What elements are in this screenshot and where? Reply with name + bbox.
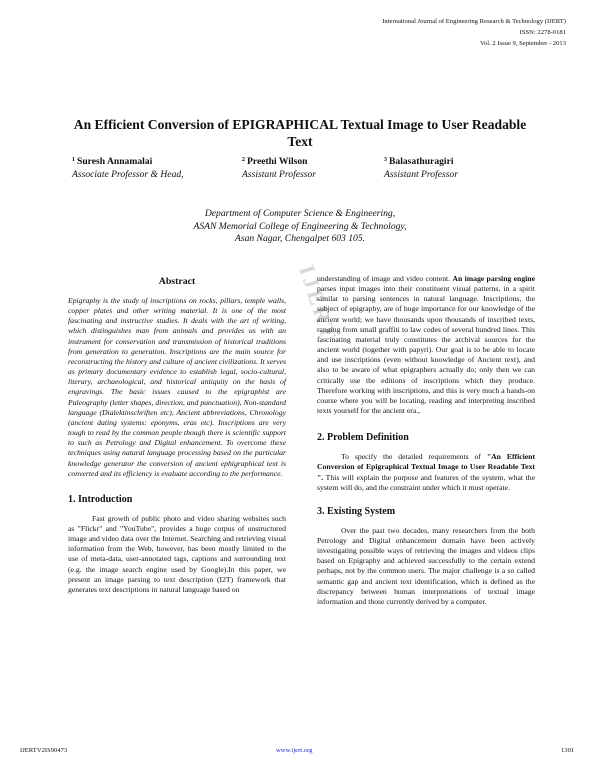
abstract-text: Epigraphy is the study of inscriptions on rocks, pillars, temple walls, copper plates and other writing material. It is one of the most fascinating and instructive studies. It deals with the art of writing, which distinguishes man from animals and provides us with an instrument for conservation and transmission of historical traditions from generation to generation. Inscriptions are the main source for reconstructing the history and culture of ancient civilizations. It serves as primary documentary evidence to establish legal, socio-cultural, literary, archaeological, and historical antiquity on the basis of engravings. The basic issues caused to the epigraphist are Paleography (letter shapes, direction, and punctuation), Non-standard language (Dialektinschriften etc), Ancient abbreviations, Chronology (ancient dating systems: eponyms, eras etc). Inscriptions are very tough to read by the common people though there is scientific support to such as Petrology and Digital enhancement. To overcome these techniques using natural language processing based on the particular knowledge generator the conversion of ancient ephigraphical text is converted and its efficiency is evaluate according to the performance. <box>68 296 286 478</box>
affiliation <box>100 208 500 246</box>
footer-page-number: 1301 <box>561 747 575 754</box>
author-name: Preethi Wilson <box>247 156 308 167</box>
author-role: Assistant Professor <box>242 169 317 180</box>
author-sup: 2 <box>242 157 245 163</box>
problem-bold: "An Efficient Conversion of Epigraphical Textual Image to User Readable Text ". <box>317 452 536 482</box>
footer-url[interactable]: www.ijert.org <box>276 747 313 754</box>
volume-issue: Vol. 2 Issue 9, September - 2013 <box>480 40 566 47</box>
author-role: Associate Professor & Head, <box>72 169 184 180</box>
paper-title: An Efficient Conversion of EPIGRAPHICAL Textual Image to User Readable Text <box>73 117 527 149</box>
author-name: Suresh Annamalai <box>77 156 153 167</box>
intro-continued-text <box>317 274 535 416</box>
right-column <box>317 274 535 607</box>
affiliation-dept: Department of Computer Science & Engineering, <box>204 208 396 219</box>
affiliation-college: ASAN Memorial College of Engineering & Technology, <box>193 220 407 232</box>
author-name: Balasathuragiri <box>389 156 454 167</box>
watermark: IJERT <box>294 262 343 345</box>
problem-pre: To specify the detailed requirements of <box>341 452 481 462</box>
intro-continued-pre: understanding of image and video content. <box>317 274 451 283</box>
abstract-heading: Abstract <box>158 276 196 287</box>
intro-continued-bold: An image parsing engine <box>452 274 535 283</box>
introduction-heading: 1. Introduction <box>68 493 133 505</box>
author-sup: 1 <box>72 157 75 163</box>
journal-name: International Journal of Engineering Research & Technology (IJERT) <box>382 18 566 25</box>
introduction-text: Fast growth of public photo and video sharing websites such as "Flickr" and "YouTube", provides a huge corpus of unstructured image and video data over the Internet. Searching and retrieving visual information from the Web, however, has been mostly limited to the use of meta-data, user-annotated tags, captions and surrounding text (e.g. the image search engine used by Google).In this paper, we present an image parsing to text description (I2T) framework that generates text descriptions in natural language based on <box>68 513 286 594</box>
author-1 <box>72 155 184 181</box>
existing-text: Over the past two decades, many researchers from the both Petrology and Digital enhancement domain have been actively investigating possible ways of retrieving the images and videos clips based on Epigraphy and achieved successfully to the certain extend perhaps, not by the common users. The major challenge is a so called semantic gap and ancient text identification, which is defined as the discrepancy between human interpretations of textual image information and those currently derived by a computer. <box>317 525 535 606</box>
author-2 <box>242 155 316 181</box>
author-sup: 3 <box>384 157 387 163</box>
left-column <box>68 276 286 595</box>
intro-continued-post: parses input images into their constituent visual patterns, in a spirit similar to parsing sentences in natural language. Inscriptions, the subject of epigraphy, are of huge importance for our knowledge of the ancient world; we have thousands upon thousands of inscribed texts, ranging from small graffiti to law codes of several hundred lines. This fascinating material truly constitutes the archival sources for the ancient world (together with papyri). Our goal is to be able to locate and use inscriptions (even without knowledge of Ancient text), and also to be aware of what epigraphers actually do; only then we can critically use the editions of inscriptions which they produce. Therefore working with inscriptions, and this is very much a hands-on course where you will be locating, reading and interpreting inscribed texts yourself for the ancient era., <box>317 284 535 416</box>
author-role: Assistant Professor <box>384 169 459 180</box>
issn: ISSN: 2278-0181 <box>519 29 566 36</box>
problem-post: This will explain the purpose and features of the system, what the system will do, and the constraint under which it must operate. <box>317 472 535 492</box>
problem-text <box>317 452 535 493</box>
author-3 <box>384 155 458 181</box>
problem-heading: 2. Problem Definition <box>317 432 409 444</box>
existing-heading: 3. Existing System <box>317 505 396 517</box>
journal-header <box>382 16 566 49</box>
footer-paper-id: IJERTV2IS90473 <box>20 747 68 754</box>
affiliation-address: Asan Nagar, Chengalpet 603 105. <box>234 233 366 244</box>
